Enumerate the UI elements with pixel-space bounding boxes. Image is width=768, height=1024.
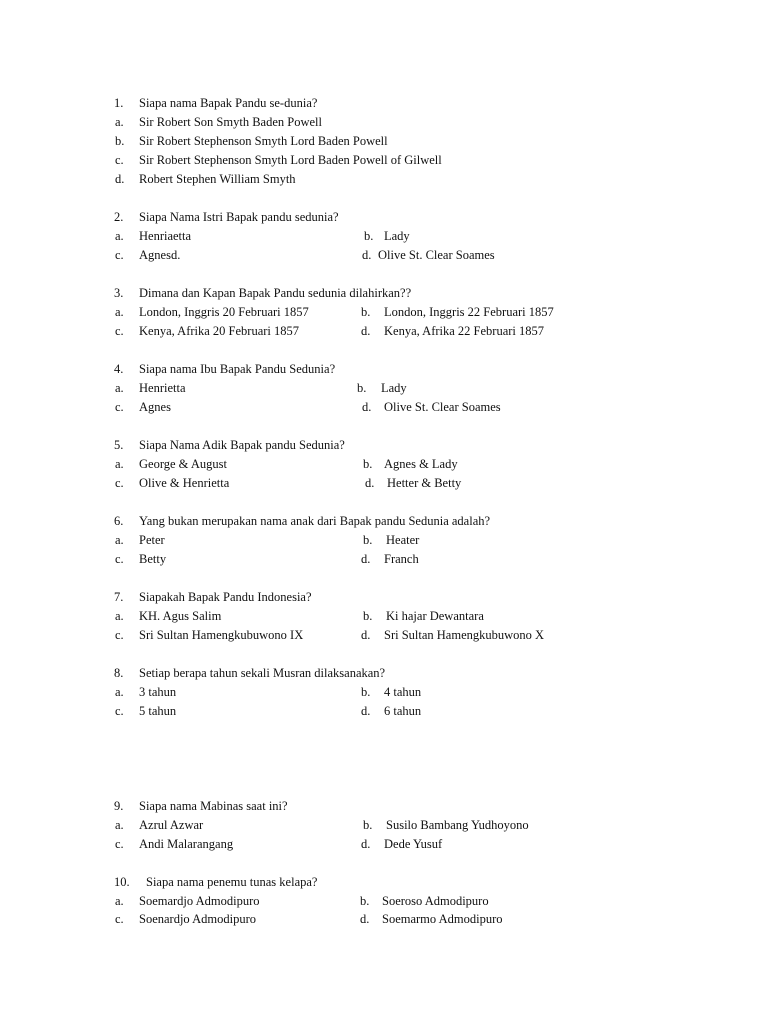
option-text: Lady (384, 229, 410, 243)
option-text: Sri Sultan Hamengkubuwono IX (139, 628, 304, 642)
option-row (0, 531, 768, 549)
question-text: Yang bukan merupakan nama anak dari Bapak pandu Sedunia adalah? (139, 514, 491, 528)
option-row (0, 702, 768, 720)
option-label: c. (115, 476, 124, 490)
option-label: d. (361, 324, 371, 338)
option-label: d. (360, 912, 370, 926)
option-label: b. (361, 305, 371, 319)
option-text: 5 tahun (139, 704, 177, 718)
option-label: c. (115, 248, 124, 262)
option-text: Andi Malarangang (139, 837, 234, 851)
question-10 (0, 873, 768, 891)
question-text: Siapa Nama Istri Bapak pandu sedunia? (139, 210, 339, 224)
option-text: KH. Agus Salim (139, 609, 222, 623)
question-number: 7. (114, 590, 124, 604)
option-text: Olive & Henrietta (139, 476, 230, 490)
question-5 (0, 436, 768, 454)
option-row (0, 474, 768, 492)
option-text: London, Inggris 20 Februari 1857 (139, 305, 309, 319)
option-label: a. (115, 381, 124, 395)
option-label: b. (357, 381, 367, 395)
option-text: Kenya, Afrika 20 Februari 1857 (139, 324, 300, 338)
option-text: Soenardjo Admodipuro (139, 912, 257, 926)
option-row (0, 607, 768, 625)
option-label: b. (361, 685, 371, 699)
option-label: b. (363, 533, 373, 547)
question-number: 5. (114, 438, 124, 452)
option-label: c. (115, 552, 124, 566)
question-text: Siapa Nama Adik Bapak pandu Sedunia? (139, 438, 345, 452)
option-text: Azrul Azwar (139, 818, 204, 832)
option-text: Franch (384, 552, 419, 566)
option-label: c. (115, 912, 124, 926)
option-label: d. (365, 476, 375, 490)
option-label: c. (115, 400, 124, 414)
option-row (0, 816, 768, 834)
question-8 (0, 664, 768, 682)
question-7 (0, 588, 768, 606)
option-label: b. (363, 609, 373, 623)
option-label: a. (115, 305, 124, 319)
option-label: d. (361, 837, 371, 851)
option-text: Heater (386, 533, 420, 547)
option-text: Kenya, Afrika 22 Februari 1857 (384, 324, 545, 338)
option-row (0, 170, 768, 188)
option-text: Agnes & Lady (384, 457, 458, 471)
option-text: Olive St. Clear Soames (378, 248, 495, 262)
option-label: a. (115, 533, 124, 547)
question-text: Dimana dan Kapan Bapak Pandu sedunia dilahirkan?? (139, 286, 412, 300)
option-label: c. (115, 704, 124, 718)
option-row (0, 322, 768, 340)
question-number: 8. (114, 666, 124, 680)
option-text: Agnesd. (139, 248, 181, 262)
option-label: b. (364, 229, 374, 243)
option-text: 4 tahun (384, 685, 422, 699)
option-text: 6 tahun (384, 704, 422, 718)
option-label: d. (115, 172, 125, 186)
option-text: Soeroso Admodipuro (382, 894, 489, 908)
option-label: d. (362, 248, 372, 262)
option-text: Sir Robert Son Smyth Baden Powell (139, 115, 322, 129)
question-number: 1. (114, 96, 124, 110)
option-row (0, 246, 768, 264)
option-label: a. (115, 685, 124, 699)
option-text: Peter (139, 533, 165, 547)
option-label: a. (115, 457, 124, 471)
option-label: a. (115, 894, 124, 908)
question-9 (0, 797, 768, 815)
option-row (0, 113, 768, 131)
option-label: a. (115, 115, 124, 129)
option-text: Henrietta (139, 381, 186, 395)
option-label: b. (363, 818, 373, 832)
question-text: Siapa nama Mabinas saat ini? (139, 799, 288, 813)
option-text: Henriaetta (139, 229, 192, 243)
option-text: Robert Stephen William Smyth (139, 172, 296, 186)
question-1 (0, 94, 768, 112)
question-text: Siapa nama penemu tunas kelapa? (146, 875, 318, 889)
option-label: b. (115, 134, 125, 148)
option-label: c. (115, 324, 124, 338)
option-label: a. (115, 229, 124, 243)
question-number: 6. (114, 514, 124, 528)
option-text: Sri Sultan Hamengkubuwono X (384, 628, 545, 642)
option-row (0, 303, 768, 321)
question-3 (0, 284, 768, 302)
option-text: Olive St. Clear Soames (384, 400, 501, 414)
question-number: 10. (114, 875, 130, 889)
option-label: d. (361, 704, 371, 718)
option-text: Agnes (139, 400, 171, 414)
question-number: 2. (114, 210, 124, 224)
option-label: c. (115, 837, 124, 851)
option-row (0, 151, 768, 169)
option-row (0, 683, 768, 701)
question-6 (0, 512, 768, 530)
option-text: George & August (139, 457, 227, 471)
option-label: d. (361, 628, 371, 642)
option-label: b. (363, 457, 373, 471)
option-label: a. (115, 818, 124, 832)
option-row (0, 892, 768, 910)
option-row (0, 398, 768, 416)
option-text: Lady (381, 381, 407, 395)
option-row (0, 835, 768, 853)
option-text: Susilo Bambang Yudhoyono (386, 818, 529, 832)
question-number: 3. (114, 286, 124, 300)
option-text: London, Inggris 22 Februari 1857 (384, 305, 554, 319)
option-text: Sir Robert Stephenson Smyth Lord Baden Powell (139, 134, 388, 148)
option-label: c. (115, 628, 124, 642)
question-2 (0, 208, 768, 226)
option-label: b. (360, 894, 370, 908)
question-number: 9. (114, 799, 124, 813)
option-text: Betty (139, 552, 167, 566)
option-row (0, 910, 768, 928)
option-text: Soemardjo Admodipuro (139, 894, 260, 908)
option-label: d. (362, 400, 372, 414)
option-text: Hetter & Betty (387, 476, 462, 490)
option-row (0, 227, 768, 245)
option-label: d. (361, 552, 371, 566)
option-row (0, 379, 768, 397)
question-number: 4. (114, 362, 124, 376)
option-row (0, 626, 768, 644)
option-label: c. (115, 153, 124, 167)
option-text: Ki hajar Dewantara (386, 609, 484, 623)
question-text: Siapakah Bapak Pandu Indonesia? (139, 590, 312, 604)
option-text: Sir Robert Stephenson Smyth Lord Baden Powell of Gilwell (139, 153, 442, 167)
option-text: 3 tahun (139, 685, 177, 699)
option-text: Dede Yusuf (384, 837, 443, 851)
option-label: a. (115, 609, 124, 623)
option-row (0, 455, 768, 473)
option-text: Soemarmo Admodipuro (382, 912, 503, 926)
question-text: Siapa nama Ibu Bapak Pandu Sedunia? (139, 362, 336, 376)
option-row (0, 132, 768, 150)
question-text: Siapa nama Bapak Pandu se-dunia? (139, 96, 318, 110)
option-row (0, 550, 768, 568)
question-4 (0, 360, 768, 378)
question-text: Setiap berapa tahun sekali Musran dilaksanakan? (139, 666, 386, 680)
